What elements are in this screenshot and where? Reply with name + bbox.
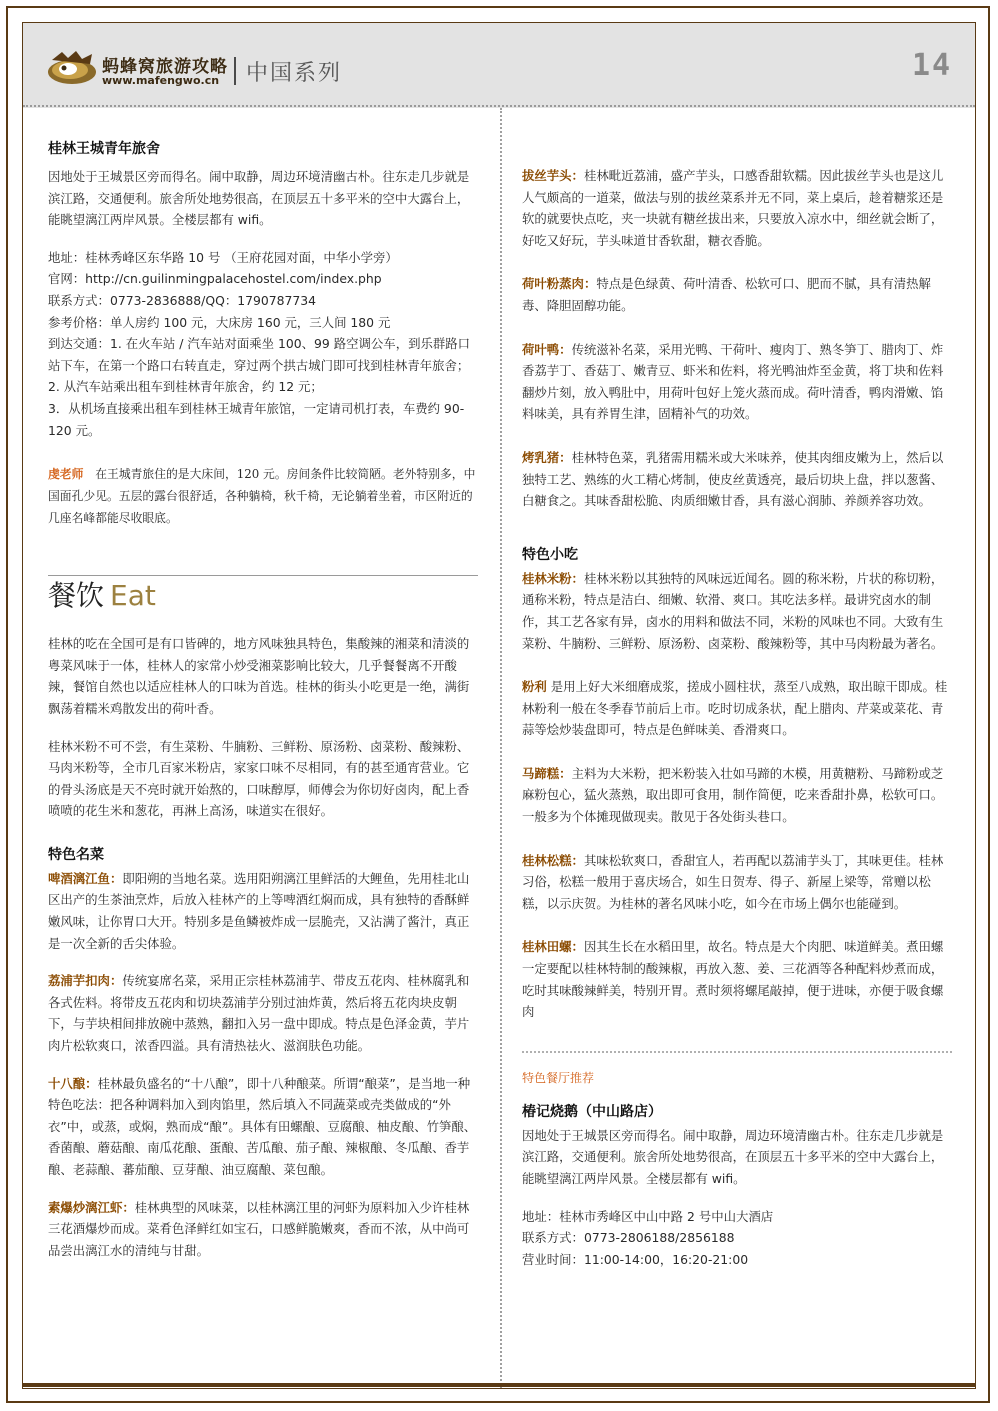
snack-item bbox=[522, 850, 952, 915]
restaurant-name: 椿记烧鹅（中山路店） bbox=[522, 1103, 662, 1120]
eat-intro-2: 桂林米粉不可不尝，有生菜粉、牛腩粉、三鲜粉、原汤粉、卤菜粉、酸辣粉、马肉米粉等，全市几百家米粉店，家家口味不尽相同，有的甚至通宵营业。它的骨头汤底是天不亮时就开始熬的，口味醇厚，师傅会为你切好卤肉，配上香喷喷的花生米和葱花，再淋上高汤，味道实在很好。 bbox=[48, 738, 470, 819]
dishes-heading: 特色名菜 bbox=[48, 846, 104, 863]
dish-name: 拔丝芋头： bbox=[522, 168, 584, 183]
dish-item bbox=[48, 970, 478, 1056]
snack-text: 其味松软爽口，香甜宜人，若再配以荔浦芋头丁，其味更佳。桂林习俗，松糕一般用于喜庆场合，如生日贺寿、得子、新屋上梁等，常赠以松糕，以示庆贺。为桂林的著名风味小吃，如今在市场上偶尔也能碰到。 bbox=[522, 852, 944, 911]
dish-text: 桂林典型的风味菜，以桂林漓江里的河虾为原料加入少许桂林三花酒爆炒而成。菜肴色泽鲜红如宝石，口感鲜脆嫩爽，香而不浓，从中尚可品尝出漓江水的清纯与甘甜。 bbox=[48, 1199, 470, 1258]
dish-name: 啤酒漓江鱼： bbox=[48, 870, 123, 886]
snack-name: 桂林米粉： bbox=[522, 570, 584, 586]
snack-item bbox=[522, 763, 952, 828]
restaurant-intro: 因地处于王城景区旁而得名。闹中取静，周边环境清幽古朴。往东走几步就是滨江路，交通便利。旅舍所处地势很高，在顶层五十多平米的空中大露台上，能眺望漓江两岸风景。全楼层都有 wifi。 bbox=[522, 1127, 944, 1186]
snack-name: 马蹄糕： bbox=[522, 765, 572, 781]
page-bottom-bar bbox=[23, 1383, 975, 1387]
note-text: 在王城青旅住的是大床间，120 元。房间条件比较简陋。老外特别多，中国面孔少见。五层的露台很舒适，各种躺椅，秋千椅，无论躺着坐着，市区附近的几座名峰都能尽收眼底。 bbox=[48, 467, 476, 526]
hostel-title: 桂林王城青年旅舍 bbox=[48, 141, 160, 157]
snacks-heading: 特色小吃 bbox=[522, 546, 578, 563]
snack-item bbox=[522, 568, 952, 654]
hostel-contact: 联系方式：0773-2836888/QQ：1790787734 bbox=[48, 292, 317, 308]
header-separator bbox=[234, 57, 236, 85]
eat-heading-cn: 餐饮 bbox=[48, 579, 105, 613]
dish-name: 荷叶鸭： bbox=[522, 341, 572, 357]
bee-logo-icon bbox=[46, 50, 98, 86]
hostel-transport-3: 3．从机场直接乘出租车到桂林王城青年旅馆，一定请司机打表，车费约 90-120 元。 bbox=[48, 400, 465, 438]
note-author: 虔老师 bbox=[48, 467, 84, 482]
eat-section-heading bbox=[48, 576, 478, 621]
dish-text: 桂林特色菜，乳猪需用糯米或大米味养，使其肉细皮嫩为上，然后以独特工艺、熟练的火工精心烤制，使皮丝黄透亮，最后切块上盘，拌以葱酱、白糖食之。其味香甜松脆、肉质细嫩甘香，具有滋心润肺、养颜养容功效。 bbox=[522, 449, 944, 509]
dish-item bbox=[522, 273, 952, 316]
right-column bbox=[522, 165, 952, 1270]
restaurant-address: 地址：桂林市秀峰区中山中路 2 号中山大酒店 bbox=[522, 1208, 774, 1224]
dish-item bbox=[522, 339, 952, 425]
brand-name: 蚂蜂窝旅游攻略 bbox=[102, 57, 228, 77]
dish-item bbox=[48, 1197, 478, 1262]
hostel-transport-1: 到达交通：1. 在火车站 / 汽车站对面乘坐 100、99 路空调公车，到乐群路口站下车，在第一个路口右转直走，穿过两个拱古城门即可找到桂林青年旅舍； bbox=[48, 336, 471, 373]
dish-text: 即阳朔的当地名菜。选用阳朔漓江里鲜活的大鲤鱼，先用桂北山区出产的生茶油烹炸，后放入桂林产的上等啤酒红焖而成，具有独特的香酥鲜嫩风味，让你胃口大开。特别多是鱼鳞被炸成一层脆壳，又沾满了酱汁，真正是一次全新的舌尖体验。 bbox=[48, 870, 470, 951]
traveler-note bbox=[48, 463, 478, 529]
hostel-transport-2: 2. 从汽车站乘出租车到桂林青年旅舍，约 12 元； bbox=[48, 379, 323, 395]
snack-text: 主料为大米粉，把米粉装入壮如马蹄的木模，用黄糖粉、马蹄粉或芝麻粉包心，猛火蒸熟，取出即可食用，制作简便，吃来香甜扑鼻，松软可口。一般多为个体摊现做现卖。散见于各处街头巷口。 bbox=[522, 765, 944, 825]
dish-text: 传统宴席名菜，采用正宗桂林荔浦芋、带皮五花肉、桂林腐乳和各式佐料。将带皮五花肉和切块荔浦芋分别过油炸黄，然后将五花肉块皮朝下，与芋块相间排放碗中蒸熟，翻扣入另一盘中即成。特点是色泽金黄，芋片肉片松软爽口，浓香四溢。具有清热祛火、滋润肤色功能。 bbox=[48, 973, 470, 1054]
dish-text: 传统滋补名菜，采用光鸭、干荷叶、瘦肉丁、熟冬笋丁、腊肉丁、炸香荔芋丁、香菇丁、嫩青豆、虾米和佐料，将光鸭油炸至金黄，将丁块和佐料翻炒片刻，放入鸭肚中，用荷叶包好上笼火蒸而成。荷叶清香，鸭肉滑嫩、馅料味美，具有养胃生津，固精补气的功效。 bbox=[522, 341, 944, 422]
brand-url: www.mafengwo.cn bbox=[102, 74, 220, 87]
dish-text: 特点是色绿黄、荷叶清香、松软可口、肥而不腻，具有清热解毒、降胆固醇功能。 bbox=[522, 276, 931, 313]
snack-item bbox=[522, 936, 952, 1022]
header-dotted-rule bbox=[23, 105, 975, 107]
dish-name: 荔浦芋扣肉： bbox=[48, 973, 123, 989]
eat-heading-en: Eat bbox=[110, 579, 156, 613]
hostel-intro: 因地处于王城景区旁而得名。闹中取静，周边环境清幽古朴。往东走几步就是滨江路，交通便利。旅舍所处地势很高，在顶层五十多平米的空中大露台上，能眺望漓江两岸风景。全楼层都有 wifi。 bbox=[48, 169, 470, 228]
snack-name: 桂林松糕： bbox=[522, 852, 584, 868]
dish-item bbox=[48, 1073, 478, 1181]
dish-item bbox=[522, 165, 952, 251]
snack-name: 桂林田螺： bbox=[522, 939, 584, 955]
dish-text: 桂林毗近荔浦，盛产芋头，口感香甜软糯。因此拔丝芋头也是这儿人气颇高的一道菜，做法与别的拔丝菜系并无不同，菜上桌后，趁着糖浆还是软的就要快点吃，夹一块就有糖丝拔出来，只要放入凉水中，细丝就会断了，好吃又好玩，芋头味道甘香软甜，糖衣香脆。 bbox=[522, 168, 944, 248]
hostel-price: 参考价格：单人房约 100 元，大床房 160 元，三人间 180 元 bbox=[48, 314, 391, 330]
restaurant-rec-heading: 特色餐厅推荐 bbox=[522, 1070, 595, 1085]
left-column bbox=[48, 138, 478, 1261]
dish-name: 烤乳猪： bbox=[522, 449, 572, 465]
dish-item bbox=[522, 447, 952, 512]
dish-name: 荷叶粉蒸肉： bbox=[522, 276, 597, 292]
eat-intro-1: 桂林的吃在全国可是有口皆碑的，地方风味独具特色，集酸辣的湘菜和清淡的粤菜风味于一体，桂林人的家常小炒受湘菜影响比较大，几乎餐餐离不开酸辣，餐馆自然也以适应桂林人的口味为首选。桂林的街头小吃更是一绝，满街飘荡着糯米鸡散发出的荷叶香。 bbox=[48, 636, 470, 716]
dish-name: 素爆炒漓江虾： bbox=[48, 1199, 135, 1215]
dish-text: 桂林最负盛名的“十八酿”，即十八种酿菜。所谓“酿菜”，是当地一种特色吃法：把各种调料加入到肉馅里，然后填入不同蔬菜或壳类做成的“外衣”中，或蒸，或焖，熟而成“酿”。具体有田螺酿、豆腐酿、柚皮酿、竹笋酿、香菌酿、蘑菇酿、南瓜花酿、蛋酿、苦瓜酿、茄子酿、辣椒酿、冬瓜酿、香芋酿、老蒜酿、蕃茄酿、豆芽酿、油豆腐酿、菜包酿。 bbox=[48, 1075, 477, 1177]
restaurant-contact: 联系方式：0773-2806188/2856188 bbox=[522, 1230, 735, 1246]
snack-text: 桂林米粉以其独特的风味远近闻名。圆的称米粉，片状的称切粉，通称米粉，特点是洁白、细嫩、软滑、爽口。其吃法多样。最讲究卤水的制作，其工艺各家有异，卤水的用料和做法不同，米粉的风味也不同。大致有生菜粉、牛腩粉、三鲜粉、原汤粉、卤菜粉、酸辣粉等，其中马肉粉最为著名。 bbox=[522, 570, 944, 651]
snack-text: 是用上好大米细磨成浆，搓成小圆柱状，蒸至八成熟，取出晾干即成。桂林粉利一般在冬季春节前后上市。吃时切成条状，配上腊肉、芹菜或菜花、青蒜等烩炒装盘即可，特点是色鲜味美、香滑爽口。 bbox=[522, 679, 948, 738]
snack-name: 粉利 bbox=[522, 679, 547, 695]
restaurant-hours: 营业时间：11:00-14:00，16:20-21:00 bbox=[522, 1251, 749, 1267]
dish-item bbox=[48, 868, 478, 954]
hostel-address: 地址：桂林秀峰区东华路 10 号 （王府花园对面，中华小学旁） bbox=[48, 249, 398, 265]
page-number: 14 bbox=[912, 48, 953, 83]
hostel-website: 官网：http://cn.guilinmingpalacehostel.com/index.php bbox=[48, 271, 382, 287]
snack-item bbox=[522, 676, 952, 741]
column-divider bbox=[500, 108, 502, 1388]
dish-name: 十八酿： bbox=[48, 1075, 98, 1091]
snack-text: 因其生长在水稻田里，故名。特点是大个肉肥、味道鲜美。煮田螺一定要配以桂林特制的酸辣椒，再放入葱、姜、三花酒等各种配料炒煮而成，吃时其味酸辣鲜美，特别开胃。煮时须将螺尾敲掉，便于进味，亦便于吸食螺肉 bbox=[522, 939, 944, 1020]
series-title: 中国系列 bbox=[246, 61, 343, 86]
